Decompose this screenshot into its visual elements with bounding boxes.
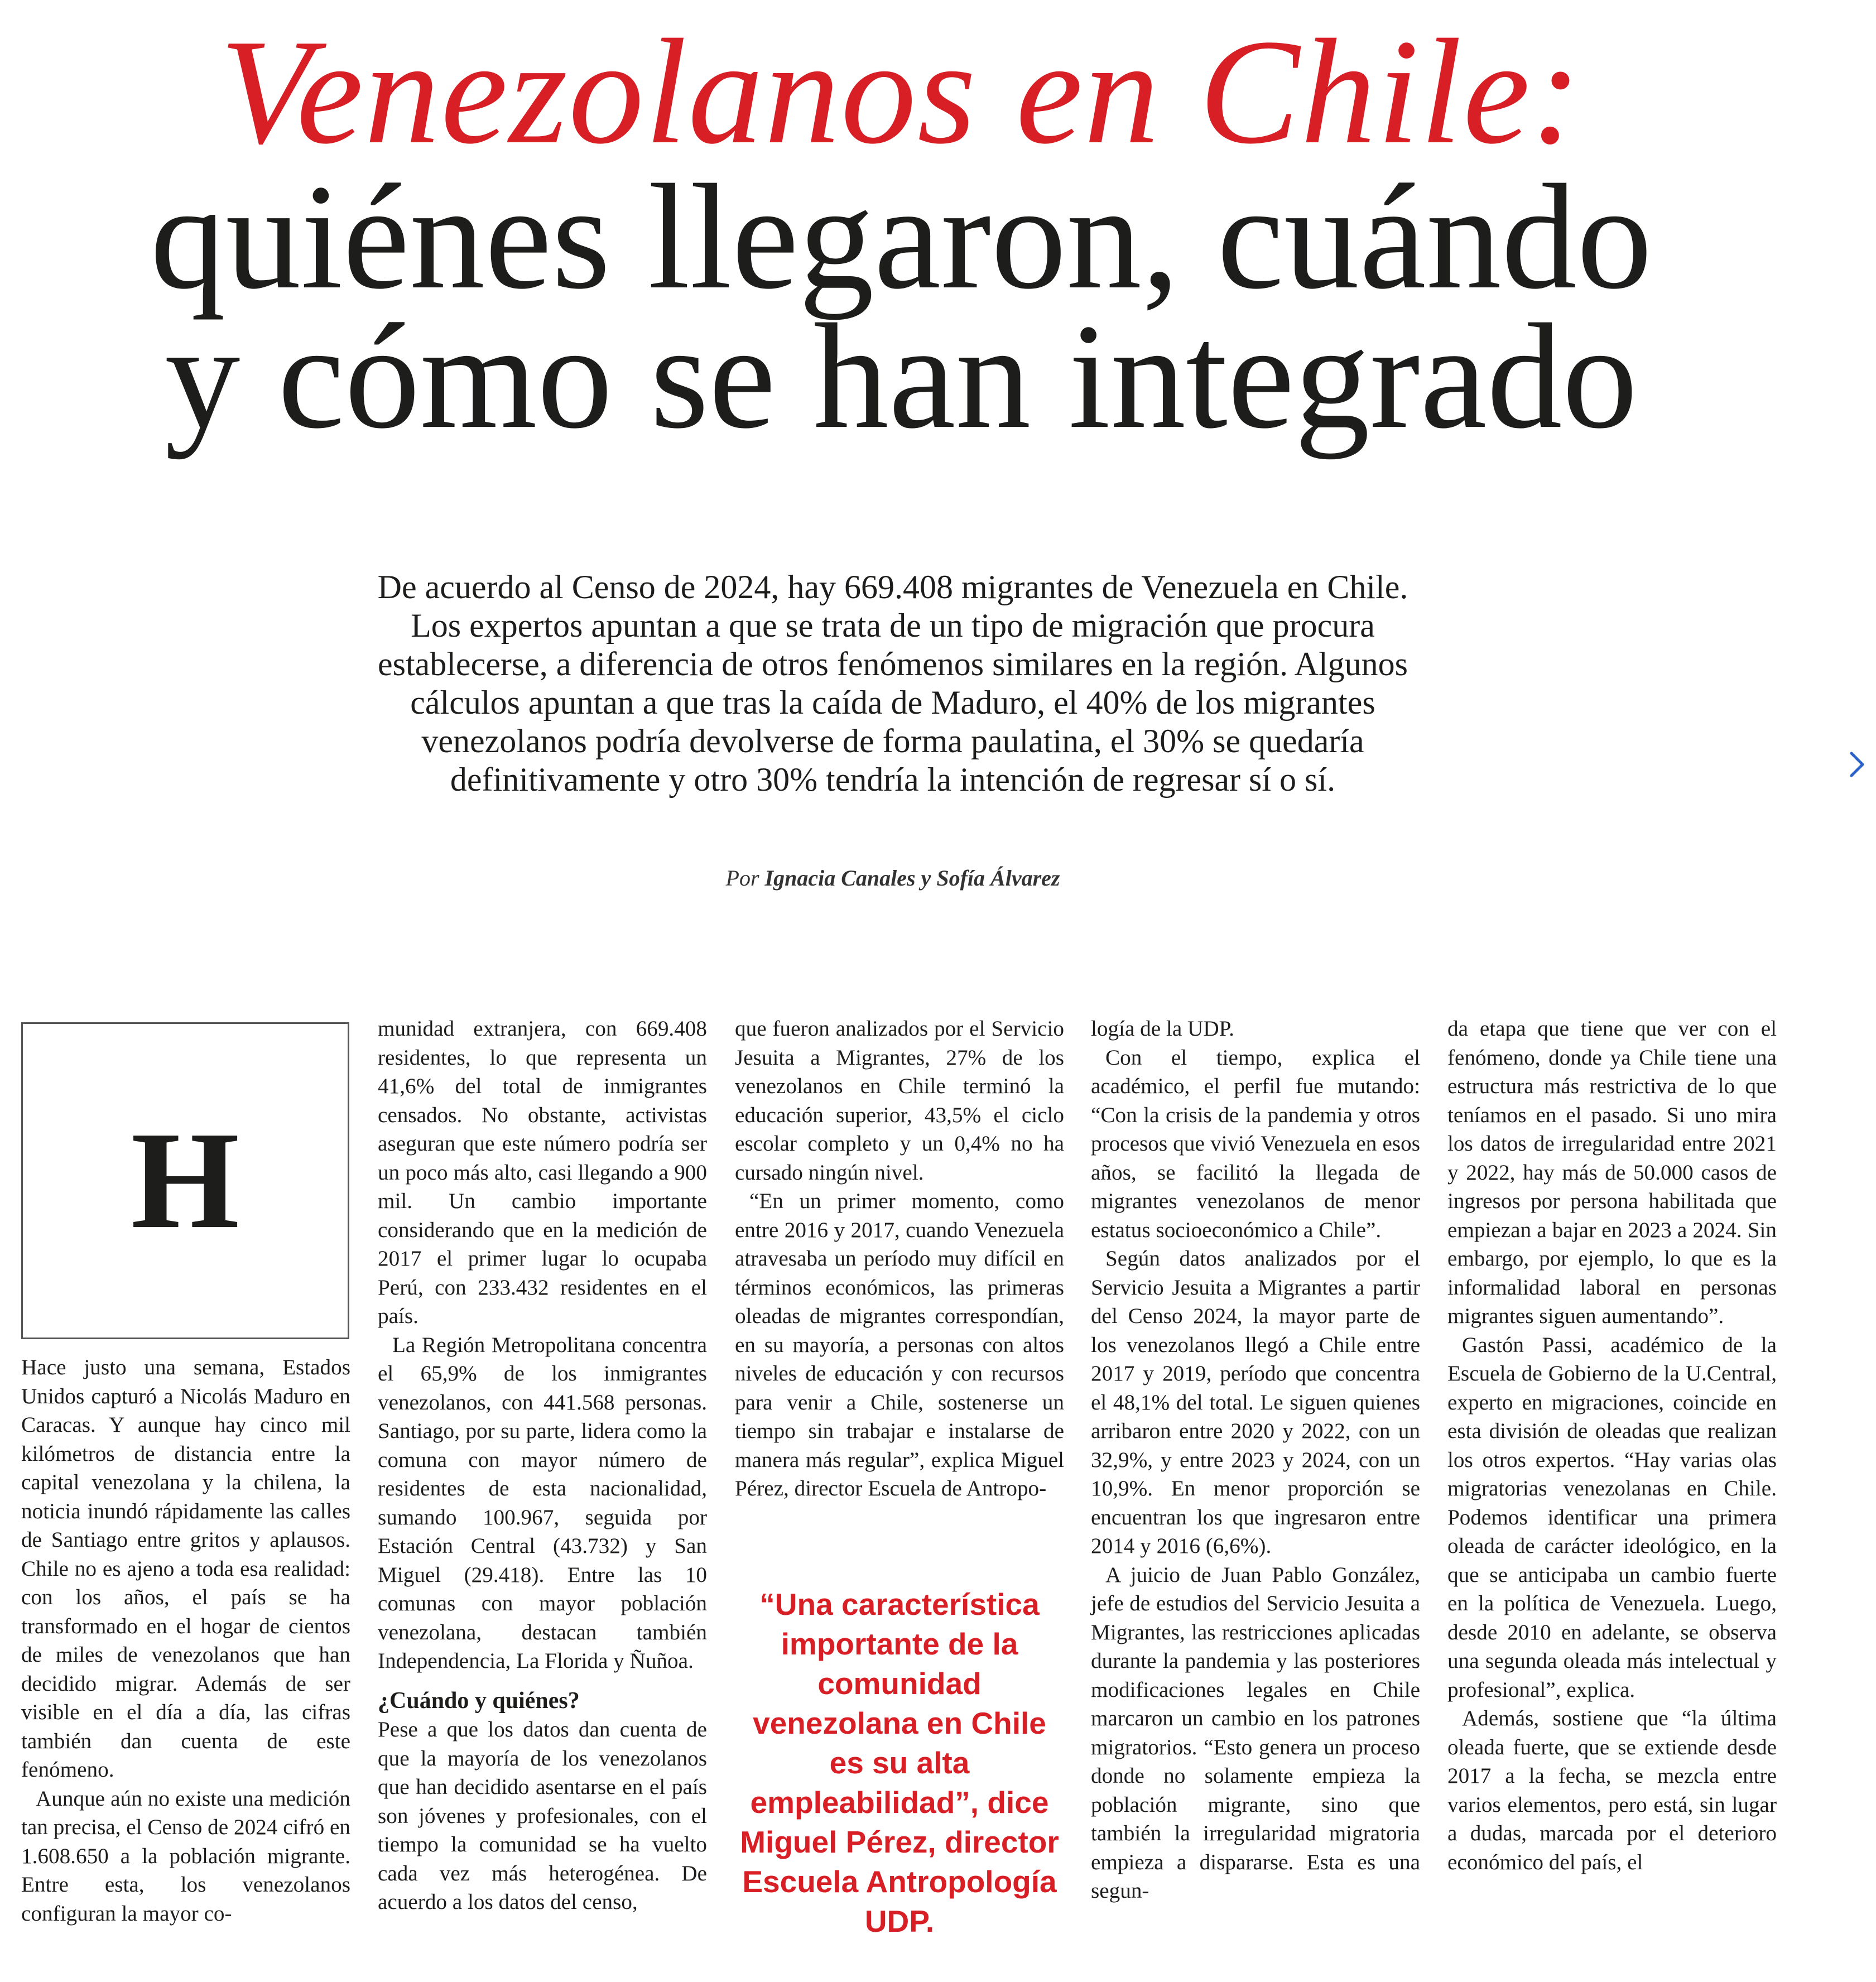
paragraph: Pese a que los datos dan cuenta de que la mayoría de los venezolanos que han decidido asentarse en el país son jóvenes y profesionales, con el tiempo la comunidad se ha vuelto cada vez más heterogénea. De acuerdo a los datos del censo, (378, 1718, 707, 1914)
headline-line-2: quiénes llegaron, cuándo (150, 153, 1652, 320)
paragraph: Hace justo una semana, Estados Unidos capturó a Nicolás Maduro en Caracas. Y aunque hay cinco mil kilómetros de distancia entre la capital venezolana y la chilena, la noticia inundó rápidamente las calles de Santiago entre gritos y aplausos. Chile no es ajeno a toda esa realidad: con los años, el país se ha transformado en el hogar de cientos de miles de venezolanos que han decidido migrar. Además de ser visible en el día a día, las cifras también dan cuenta de este fenómeno. (21, 1355, 350, 1782)
paragraph: Según datos analizados por el Servicio Jesuita a Migrantes a partir del Censo 2024, la mayor parte de los venezolanos llegó a Chile entre 2017 y 2019, período que concentra el 48,1% del total. Le siguen quienes arribaron entre 2020 y 2022, con un 32,9%, y entre 2023 y 2024, con un 10,9%. En menor proporción se encuentran los que ingresaron entre 2014 y 2016 (6,6%). (1091, 1247, 1420, 1558)
paragraph: que fueron analizados por el Servicio Jesuita a Migrantes, 27% de los venezolanos en Chile terminó la educación superior, 43,5% el ciclo escolar completo y un 0,4% no ha cursado ningún nivel. (735, 1017, 1064, 1185)
pull-quote: “Una característica importante de la comunidad venezolana en Chile es su alta empleabilidad”, dice Miguel Pérez, director Escuela Antropología UDP. (740, 1587, 1059, 1938)
column-3 (735, 1014, 1064, 1503)
headline-line-3: y cómo se han integrado (165, 293, 1638, 460)
paragraph: da etapa que tiene que ver con el fenómeno, donde ya Chile tiene una estructura más restrictiva de lo que teníamos en el pasado. Si uno mira los datos de irregularidad entre 2021 y 2022, hay más de 50.000 casos de ingresos por persona habilitada que empiezan a bajar en 2023 a 2024. Sin embargo, por ejemplo, lo que es la informalidad laboral en personas migrantes siguen aumentando”. (1447, 1017, 1777, 1328)
brand-letter: H (131, 1103, 240, 1258)
paragraph: A juicio de Juan Pablo González, jefe de estudios del Servicio Jesuita a Migrantes, las restricciones aplicadas durante la pandemia y las posteriores modificaciones legales en Chile marcaron un cambio en los patrones migratorios. “Esto genera un proceso donde no solamente empieza la población migrante, sino que también la irregularidad migratoria empieza a dispararse. Esta es una segun- (1091, 1562, 1420, 1903)
paragraph: Gastón Passi, académico de la Escuela de Gobierno de la U.Central, experto en migraciones, coincide en esta división de oleadas que realizan los otros expertos. “Hay varias olas migratorias venezolanas en Chile. Podemos identificar una primera oleada de carácter ideológico, en la que se anticipaba un cambio fuerte en la política de Venezuela. Luego, desde 2010 en adelante, se observa una segunda oleada más intelectual y profesional”, explica. (1447, 1332, 1777, 1702)
column-2 (378, 1014, 707, 1917)
byline-authors: Ignacia Canales y Sofía Álvarez (764, 865, 1060, 891)
headline (0, 153, 1802, 460)
paragraph: Aunque aún no existe una medición tan precisa, el Censo de 2024 cifró en 1.608.650 a la población migrante. Entre esta, los venezolanos configuran la mayor co- (21, 1786, 350, 1926)
paragraph: La Región Metropolitana concentra el 65,9% de los inmigrantes venezolanos, con 441.568 personas. Santiago, por su parte, lidera como la comuna con mayor número de residentes de esta nacionalidad, sumando 100.967, seguida por Estación Central (43.732) y San Miguel (29.418). Entre las 10 comunas con mayor población venezolana, destacan también Independencia, La Florida y Ñuñoa. (378, 1332, 707, 1673)
chevron-right-icon[interactable] (1846, 745, 1868, 784)
column-1 (21, 1353, 350, 1928)
lead-paragraph: De acuerdo al Censo de 2024, hay 669.408 migrantes de Venezuela en Chile. Los expertos apuntan a que se trata de un tipo de migración que procura establecerse, a diferencia de otros fenómenos similares en la región. Algunos cálculos apuntan a que tras la caída de Maduro, el 40% de los migrantes venezolanos podría devolverse de forma paulatina, el 30% se quedaría definitivamente y otro 30% tendría la intención de regresar sí o sí. (377, 569, 1408, 798)
byline (374, 865, 1412, 891)
paragraph: munidad extranjera, con 669.408 residentes, lo que representa un 41,6% del total de inmigrantes censados. No obstante, activistas aseguran que este número podría ser un poco más alto, casi llegando a 900 mil. Un cambio importante considerando que en la medición de 2017 el primer lugar lo ocupaba Perú, con 233.432 residentes en el país. (378, 1017, 707, 1328)
paragraph: logía de la UDP. (1091, 1017, 1234, 1041)
paragraph: “En un primer momento, como entre 2016 y 2017, cuando Venezuela atravesaba un período muy difícil en términos económicos, las primeras oleadas de migrantes correspondían, en su mayoría, a personas con altos niveles de educación y con recursos para venir a Chile, sostenerse un tiempo sin trabajar e instalarse de manera más regular”, explica Miguel Pérez, director Escuela de Antropo- (735, 1189, 1064, 1500)
byline-prefix: Por (725, 865, 759, 891)
column-5 (1447, 1014, 1777, 1877)
brand-logo-box (21, 1022, 349, 1339)
paragraph: Con el tiempo, explica el académico, el perfil fue mutando: “Con la crisis de la pandemia y otros procesos que vivió Venezuela en esos años, se facilitó la llegada de migrantes venezolanos de menor estatus socioeconómico a Chile”. (1091, 1045, 1420, 1242)
subheading: ¿Cuándo y quiénes? (378, 1687, 580, 1714)
headline-kicker: Venezolanos en Chile: (220, 8, 1582, 175)
paragraph: Además, sostiene que “la última oleada fuerte, que se extiende desde 2017 a la fecha, se mezcla entre varios elementos, pero está, sin lugar a dudas, marcada por el deterioro económico del país, el (1447, 1706, 1777, 1874)
column-4 (1091, 1014, 1420, 1906)
